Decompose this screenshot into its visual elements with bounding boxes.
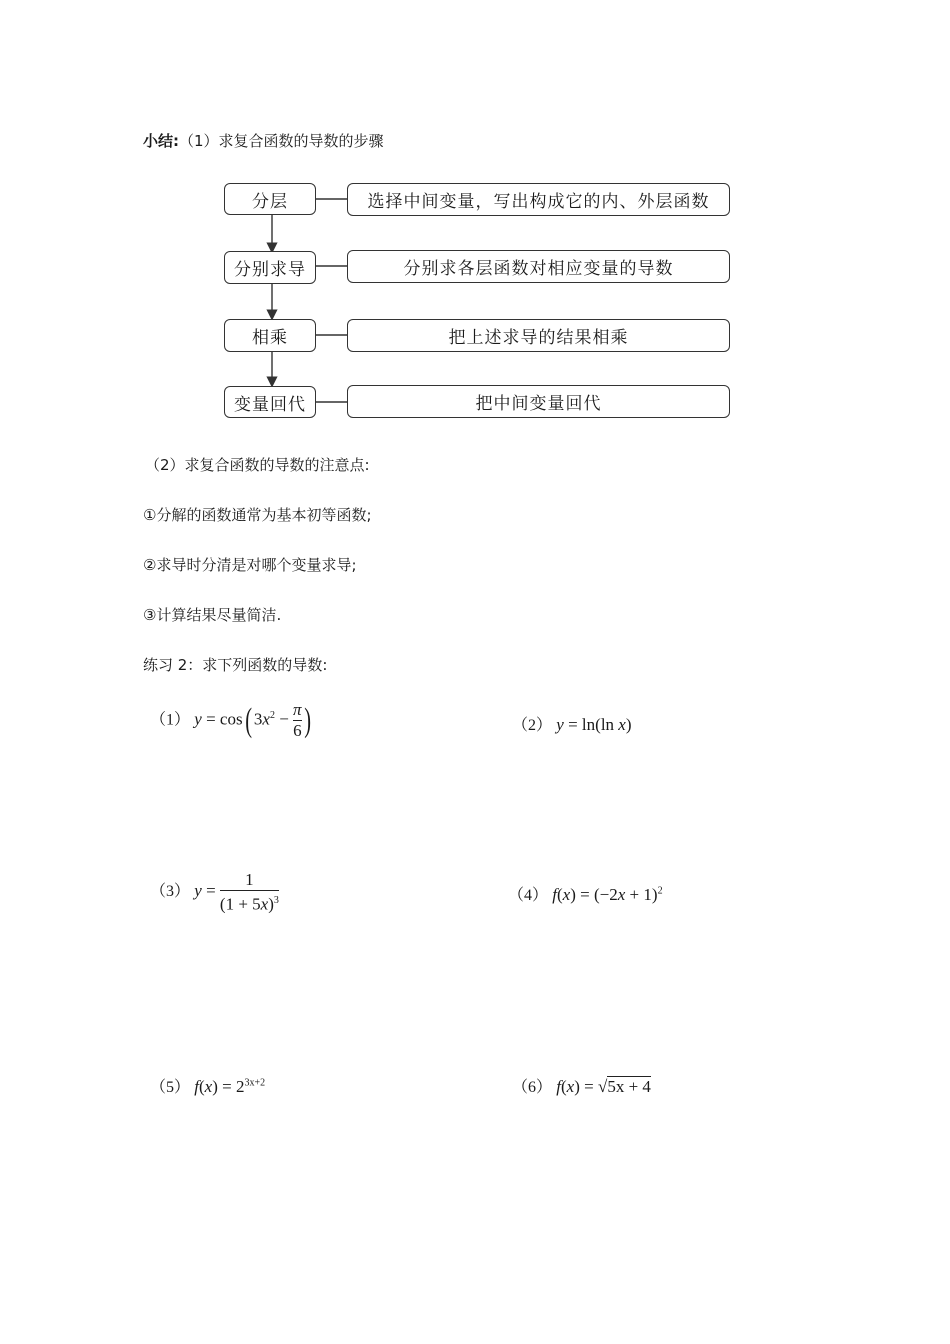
note-item-3: ③计算结果尽量简洁. bbox=[143, 606, 282, 624]
note-item-1: ①分解的函数通常为基本初等函数; bbox=[143, 506, 372, 524]
problem-2: （2） y = ln(ln x) bbox=[512, 715, 632, 734]
step-desc-multiply: 把上述求导的结果相乘 bbox=[347, 319, 730, 352]
step-desc-differentiate: 分别求各层函数对相应变量的导数 bbox=[347, 250, 730, 283]
problem-5: （5） $f(x) = 2^{3x+2}$ bbox=[150, 1077, 266, 1096]
problem-4: （4） $f(x) = (-2x + 1)^2$ bbox=[508, 885, 663, 904]
step-desc-substitute: 把中间变量回代 bbox=[347, 385, 730, 418]
notes-title: （2）求复合函数的导数的注意点: bbox=[145, 456, 370, 474]
step-box-differentiate: 分别求导 bbox=[224, 251, 316, 284]
problem-1: （1） y = cos( $3x^2$ − $\frac{\pi}{6}$ ) bbox=[150, 700, 311, 740]
problem-6: （6） f(x) = √5x + 4 bbox=[512, 1077, 651, 1096]
note-item-2: ②求导时分清是对哪个变量求导; bbox=[143, 556, 357, 574]
exercise-title: 练习 2：求下列函数的导数: bbox=[143, 656, 328, 674]
step-box-multiply: 相乘 bbox=[224, 319, 316, 352]
summary-label: 小结: bbox=[143, 132, 179, 150]
summary-title: （1）求复合函数的导数的步骤 bbox=[179, 132, 384, 150]
step-box-layering: 分层 bbox=[224, 183, 316, 215]
step-desc-layering: 选择中间变量，写出构成它的内、外层函数 bbox=[347, 183, 730, 216]
step-box-substitute: 变量回代 bbox=[224, 386, 316, 418]
sqrt-icon: √ bbox=[597, 1077, 608, 1096]
problem-3: （3） y = $\frac{1}{(1 + 5x)^3}$ bbox=[150, 870, 279, 914]
